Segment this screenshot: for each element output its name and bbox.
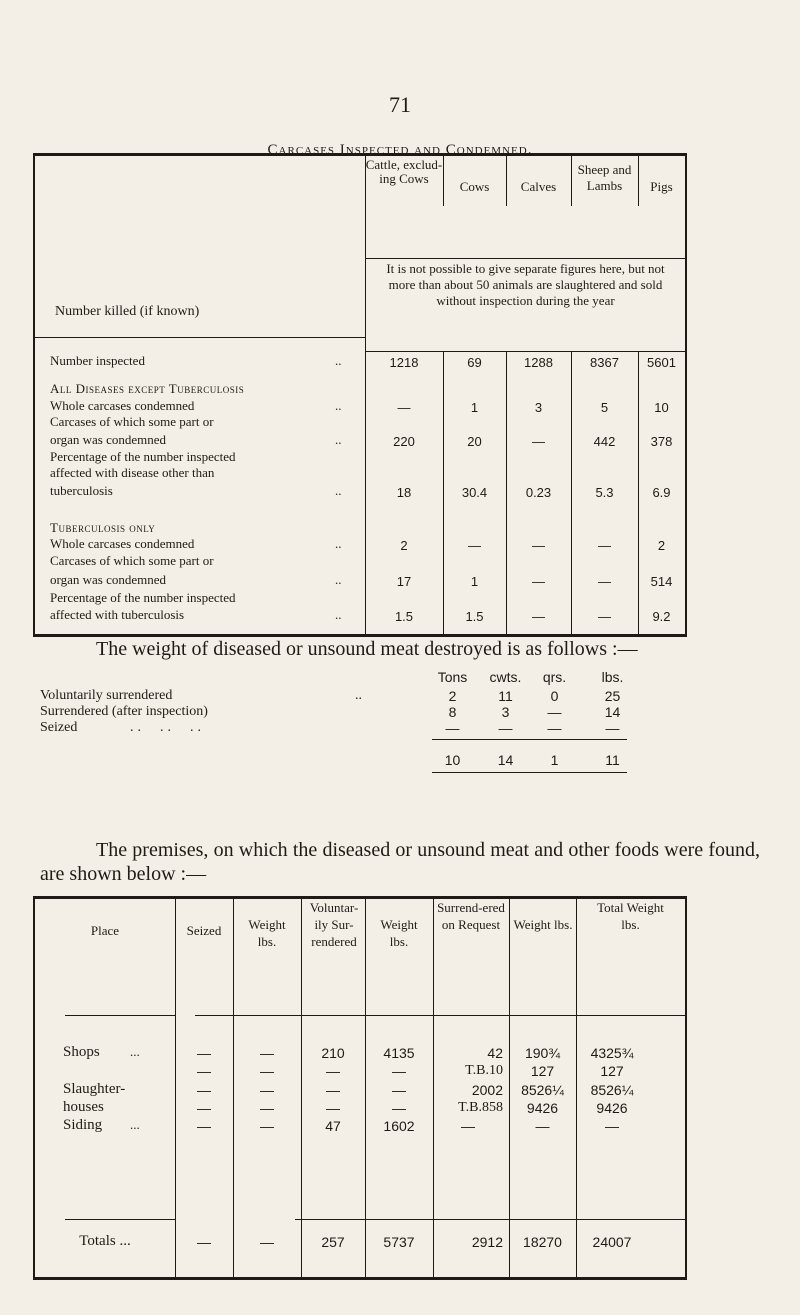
cell: — xyxy=(598,538,611,553)
header-cattle: Cattle, exclud-ing Cows xyxy=(365,157,443,186)
cell: 20 xyxy=(467,434,482,449)
header-seized: Seized xyxy=(186,923,222,938)
cell: 1602 xyxy=(383,1118,415,1134)
number-killed-label: Number killed (if known) xyxy=(55,304,200,319)
cell: — xyxy=(197,1100,211,1116)
cell: — xyxy=(197,1082,211,1098)
cell: — xyxy=(260,1063,274,1079)
row-label: Percentage of the number inspected xyxy=(50,590,236,605)
leader-dots: .. xyxy=(335,432,342,447)
cell: 2 xyxy=(400,538,408,553)
weight-header: lbs. xyxy=(601,669,624,685)
cell: 1218 xyxy=(389,355,419,370)
sum-rule xyxy=(432,772,627,773)
cell: — xyxy=(605,1118,619,1134)
cell: — xyxy=(260,1118,274,1134)
cell: 8367 xyxy=(590,355,619,370)
leader-dots: ... xyxy=(130,1117,140,1132)
cell: 11 xyxy=(498,688,513,704)
weight-header: cwts. xyxy=(489,669,522,685)
row-label: Percentage of the number inspected xyxy=(50,449,236,464)
cell: — xyxy=(547,704,562,720)
total-cell: — xyxy=(260,1234,274,1250)
cell: 2002 xyxy=(471,1082,503,1098)
paragraph-premises-intro: The premises, on which the diseased or unsound meat and other foods were found, are shown below :— xyxy=(40,839,760,885)
cell: 3 xyxy=(501,704,510,720)
cell: 69 xyxy=(467,355,482,370)
cell: — xyxy=(532,538,545,553)
place-cell: Slaughter- xyxy=(63,1081,126,1097)
row-label: Whole carcases condemned xyxy=(50,536,195,551)
cell: 127 xyxy=(600,1063,624,1079)
cell: 442 xyxy=(593,434,616,449)
cell: 210 xyxy=(321,1045,345,1061)
cell: 3 xyxy=(534,400,543,415)
cell: — xyxy=(498,720,513,736)
cell: 514 xyxy=(650,574,673,589)
cell: — xyxy=(260,1100,274,1116)
place-cell: Shops xyxy=(63,1044,100,1060)
cell: 1 xyxy=(470,400,479,415)
cell: 1 xyxy=(470,574,479,589)
header-pigs: Pigs xyxy=(650,179,673,194)
total-cell: 24007 xyxy=(592,1234,632,1250)
sum-rule xyxy=(432,739,627,740)
cell: — xyxy=(260,1045,274,1061)
cell: — xyxy=(197,1118,211,1134)
leader-dots: .. xyxy=(335,607,342,622)
cell: — xyxy=(598,609,611,624)
totals-label: Totals ... xyxy=(79,1233,131,1249)
weight-row-label: Seized xyxy=(40,720,78,735)
cell: 1.5 xyxy=(465,609,484,624)
cell: 0 xyxy=(550,688,559,704)
number-killed-note: It is not possible to give separate figures here, but not more than about 50 animals are slaughtered and sold without inspection during the year xyxy=(386,261,665,308)
total-cell: 14 xyxy=(497,752,514,768)
cell: T.B.10 xyxy=(465,1063,503,1078)
cell: 8 xyxy=(448,704,457,720)
cell: 25 xyxy=(604,688,621,704)
header-total-weight: Total Weight lbs. xyxy=(597,900,664,932)
carcases-table xyxy=(33,153,687,637)
cell: 5601 xyxy=(647,355,676,370)
leader-dots: .. .. .. xyxy=(130,720,205,735)
cell: 127 xyxy=(530,1063,555,1079)
header-voluntarily: Voluntar-ily Sur-rendered xyxy=(309,900,359,949)
header-surrendered-request: Surrend-ered on Request xyxy=(437,900,505,932)
row-label: affected with disease other than xyxy=(50,465,215,480)
cell: 10 xyxy=(654,400,669,415)
cell: 5 xyxy=(600,400,609,415)
leader-dots: ... xyxy=(130,1044,140,1059)
cell: 0.23 xyxy=(525,485,552,500)
cell: 9.2 xyxy=(652,609,671,624)
weight-row-label: Voluntarily surrendered xyxy=(40,688,173,703)
cell: 9426 xyxy=(526,1100,559,1116)
cell: 1.5 xyxy=(394,609,414,624)
header-weight: Weight lbs. xyxy=(248,917,286,949)
cell: 1288 xyxy=(524,355,553,370)
total-cell: 1 xyxy=(550,752,559,768)
total-cell: — xyxy=(197,1234,211,1250)
cell: 6.9 xyxy=(652,485,671,500)
cell: — xyxy=(535,1118,550,1134)
cell: — xyxy=(547,720,562,736)
cell: 4325¾ xyxy=(590,1045,634,1061)
total-cell: 5737 xyxy=(383,1234,415,1250)
cell: — xyxy=(392,1063,406,1079)
cell: 17 xyxy=(396,574,412,589)
header-place: Place xyxy=(90,923,120,938)
cell: 378 xyxy=(650,434,673,449)
cell: 5.3 xyxy=(595,485,614,500)
section-title: Carcases Inspected and Condemned. xyxy=(267,142,533,158)
weight-header: qrs. xyxy=(542,669,567,685)
cell: — xyxy=(461,1118,475,1134)
cell: — xyxy=(197,1045,211,1061)
row-label: affected with tuberculosis xyxy=(50,607,185,622)
cell: 18 xyxy=(396,485,412,500)
premises-table xyxy=(33,896,687,1280)
row-label: tuberculosis xyxy=(50,483,113,498)
row-label: Whole carcases condemned xyxy=(50,398,195,413)
row-label: organ was condemned xyxy=(50,572,167,587)
total-cell: 11 xyxy=(605,752,620,768)
place-cell: houses xyxy=(63,1099,104,1115)
header-sheep: Sheep and Lambs xyxy=(577,162,632,193)
cell: — xyxy=(532,574,545,589)
section-heading: Tuberculosis only xyxy=(50,520,156,535)
row-label: Carcases of which some part or xyxy=(50,553,214,568)
cell: 2 xyxy=(657,538,666,553)
cell: 8526¼ xyxy=(521,1082,564,1098)
cell: — xyxy=(445,720,460,736)
header-calves: Calves xyxy=(520,179,557,194)
cell: T.B.858 xyxy=(458,1100,503,1115)
weight-row-label: Surrendered (after inspection) xyxy=(40,704,208,719)
cell: — xyxy=(326,1082,340,1098)
leader-dots: .. xyxy=(355,688,362,703)
weight-header: Tons xyxy=(437,669,468,685)
paragraph-weight-intro: The weight of diseased or unsound meat destroyed is as follows :— xyxy=(96,638,638,660)
cell: 4135 xyxy=(383,1045,415,1061)
total-cell: 257 xyxy=(321,1234,345,1250)
leader-dots: .. xyxy=(335,536,342,551)
cell: — xyxy=(197,1063,211,1079)
leader-dots: .. xyxy=(335,353,342,368)
leader-dots: .. xyxy=(335,483,342,498)
cell: 14 xyxy=(604,704,621,720)
page-number: 71 xyxy=(389,92,411,117)
header-cows: Cows xyxy=(459,179,490,194)
cell: 9426 xyxy=(596,1100,628,1116)
total-cell: 18270 xyxy=(523,1234,562,1250)
leader-dots: .. xyxy=(335,398,342,413)
cell: — xyxy=(326,1100,340,1116)
cell: 47 xyxy=(325,1118,341,1134)
cell: — xyxy=(598,574,611,589)
cell: 2 xyxy=(448,688,457,704)
section-heading: All Diseases except Tuberculosis xyxy=(50,381,245,396)
total-cell: 10 xyxy=(444,752,461,768)
cell: 220 xyxy=(393,434,415,449)
cell: — xyxy=(397,400,411,415)
row-label: Number inspected xyxy=(50,353,145,368)
cell: — xyxy=(532,434,545,449)
header-weight: Weight lbs. xyxy=(380,917,418,949)
cell: — xyxy=(605,720,620,736)
header-weight: Weight lbs. xyxy=(513,917,573,932)
cell: 8526¼ xyxy=(590,1082,634,1098)
cell: — xyxy=(468,538,481,553)
cell: 30.4 xyxy=(461,485,488,500)
row-label: Carcases of which some part or xyxy=(50,414,214,429)
cell: — xyxy=(392,1100,406,1116)
cell: — xyxy=(326,1063,340,1079)
cell: — xyxy=(532,609,545,624)
row-label: organ was condemned xyxy=(50,432,167,447)
cell: — xyxy=(260,1082,274,1098)
cell: 42 xyxy=(487,1045,503,1061)
cell: 190¾ xyxy=(524,1045,561,1061)
total-cell: 2912 xyxy=(471,1234,503,1250)
place-cell: Siding xyxy=(63,1117,103,1133)
cell: — xyxy=(392,1082,406,1098)
leader-dots: .. xyxy=(335,572,342,587)
